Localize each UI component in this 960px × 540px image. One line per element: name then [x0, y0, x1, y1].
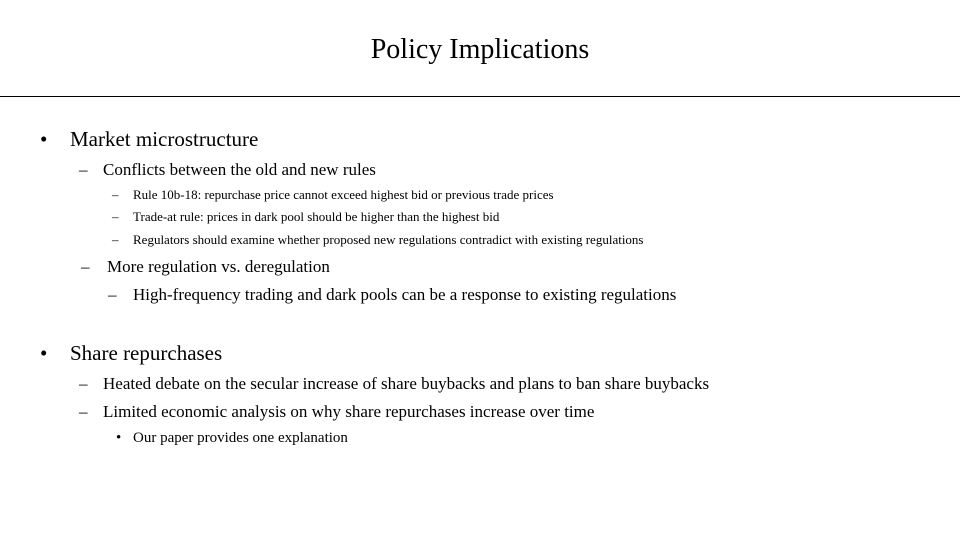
title-divider [0, 96, 960, 97]
item-conflicts-rules: Conflicts between the old and new rules [103, 160, 376, 179]
dash-icon: – [79, 160, 88, 179]
dash-icon: – [112, 187, 119, 202]
section-heading-share-repurchases: Share repurchases [70, 341, 223, 365]
subitem-trade-at-rule: Trade-at rule: prices in dark pool should be higher than the highest bid [133, 209, 500, 224]
dash-icon: – [108, 285, 117, 304]
bullet-icon: • [116, 430, 122, 446]
subitem-our-paper: Our paper provides one explanation [133, 430, 348, 446]
bullet-icon: • [40, 127, 48, 151]
item-limited-analysis: Limited economic analysis on why share repurchases increase over time [103, 402, 595, 421]
item-more-regulation: More regulation vs. deregulation [107, 257, 330, 276]
subitem-regulators-examine: Regulators should examine whether proposed new regulations contradict with existing regulations [133, 232, 644, 247]
dash-icon: – [81, 257, 90, 276]
item-heated-debate: Heated debate on the secular increase of share buybacks and plans to ban share buybacks [103, 374, 710, 393]
slide-title: Policy Implications [370, 34, 590, 65]
subitem-rule-10b-18: Rule 10b-18: repurchase price cannot exceed highest bid or previous trade prices [133, 187, 554, 202]
bullet-icon: • [40, 341, 48, 365]
subitem-hft-dark-pools: High-frequency trading and dark pools can be a response to existing regulations [133, 285, 677, 304]
section-heading-market-microstructure: Market microstructure [70, 127, 259, 151]
dash-icon: – [112, 232, 119, 247]
dash-icon: – [79, 374, 88, 393]
dash-icon: – [112, 209, 119, 224]
dash-icon: – [79, 402, 88, 421]
